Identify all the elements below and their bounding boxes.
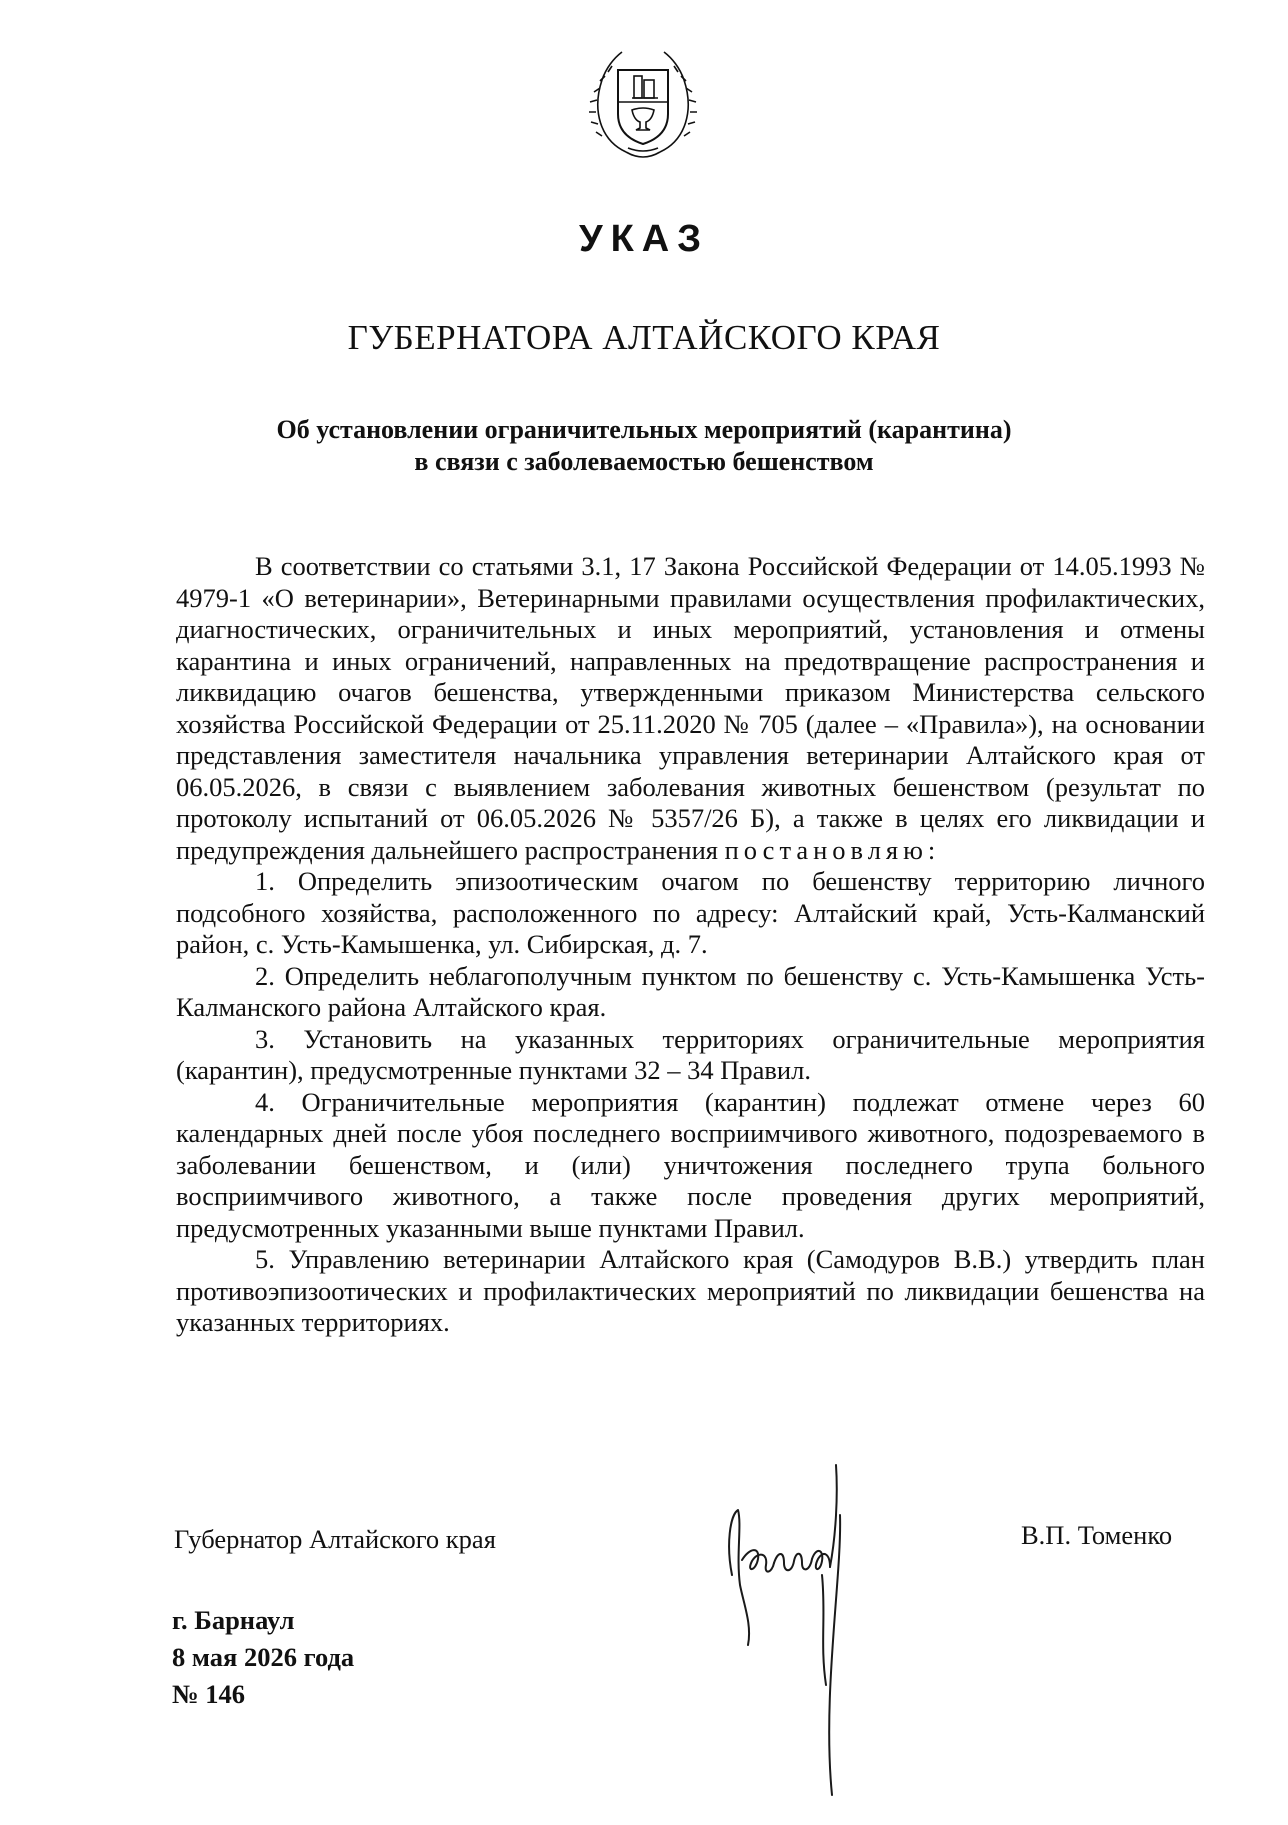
decree-item: 4. Ограничительные мероприятия (карантин) подлежат отмене через 60 календарных дней после убоя последнего восприимчивого животного, подозреваемого в заболевании бешенством, и (или) уничтожения последнего трупа больного восприимчивого животного, а также после проведения других мероприятий, предусмотренных указанными выше пунктами Правил. bbox=[176, 1086, 1205, 1243]
document-type-heading: УКАЗ bbox=[578, 218, 710, 260]
decree-item: 5. Управлению ветеринарии Алтайского края (Самодуров В.В.) утвердить план противоэпизоотических и профилактических мероприятий по ликвидации бешенства на указанных территориях. bbox=[176, 1244, 1205, 1337]
decree-title bbox=[0, 414, 1288, 478]
coat-of-arms-emblem bbox=[588, 40, 698, 165]
signatory-title: Губернатор Алтайского края bbox=[174, 1524, 496, 1554]
decree-body bbox=[176, 551, 1205, 1339]
preamble-text: В соответствии со статьями 3.1, 17 Закона Российской Федерации от 14.05.1993 № 4979-1 «О ветеринарии», Ветеринарными правилами осуществления профилактических, диагностических, ограничительных и иных мероприятий, установления и отмены карантина и иных ограничений, направленных на предотвращение распространения и ликвидацию очагов бешенства, утвержденными приказом Министерства сельского хозяйства Российской Федерации от 25.11.2020 № 705 (далее – «Правила»), на основании представления заместителя начальника управления ветеринарии Алтайского края от 06.05.2026, в связи с выявлением заболевания животных бешенством (результат по протоколу испытаний от 06.05.2026 № 5357/26 Б), а также в целях его ликвидации и предупреждения дальнейшего распространения bbox=[176, 551, 1205, 865]
preamble-colon: : bbox=[927, 834, 936, 865]
decree-keyword: постановляю bbox=[724, 834, 928, 865]
issue-date: 8 мая 2026 года bbox=[172, 1642, 355, 1672]
decree-title-line: в связи с заболеваемостью бешенством bbox=[414, 447, 874, 476]
issuing-authority: ГУБЕРНАТОРА АЛТАЙСКОГО КРАЯ bbox=[347, 318, 941, 357]
signatory-name: В.П. Томенко bbox=[1021, 1520, 1173, 1550]
decree-number: № 146 bbox=[172, 1679, 246, 1709]
decree-item: 1. Определить эпизоотическим очагом по бешенству территорию личного подсобного хозяйства, расположенного по адресу: Алтайский край, Усть-Калманский район, с. Усть-Камышенка, ул. Сибирская, д. 7. bbox=[176, 866, 1205, 959]
decree-item: 2. Определить неблагополучным пунктом по бешенству с. Усть-Камышенка Усть-Калманского района Алтайского края. bbox=[176, 960, 1205, 1022]
decree-title-line: Об установлении ограничительных мероприятий (карантина) bbox=[276, 415, 1012, 444]
issue-place: г. Барнаул bbox=[172, 1605, 295, 1635]
preamble-paragraph bbox=[176, 551, 1205, 866]
decree-item: 3. Установить на указанных территориях ограничительные мероприятия (карантин), предусмотренные пунктами 32 – 34 Правил. bbox=[176, 1023, 1205, 1085]
handwritten-signature bbox=[712, 1455, 932, 1805]
issue-details bbox=[172, 1602, 354, 1713]
